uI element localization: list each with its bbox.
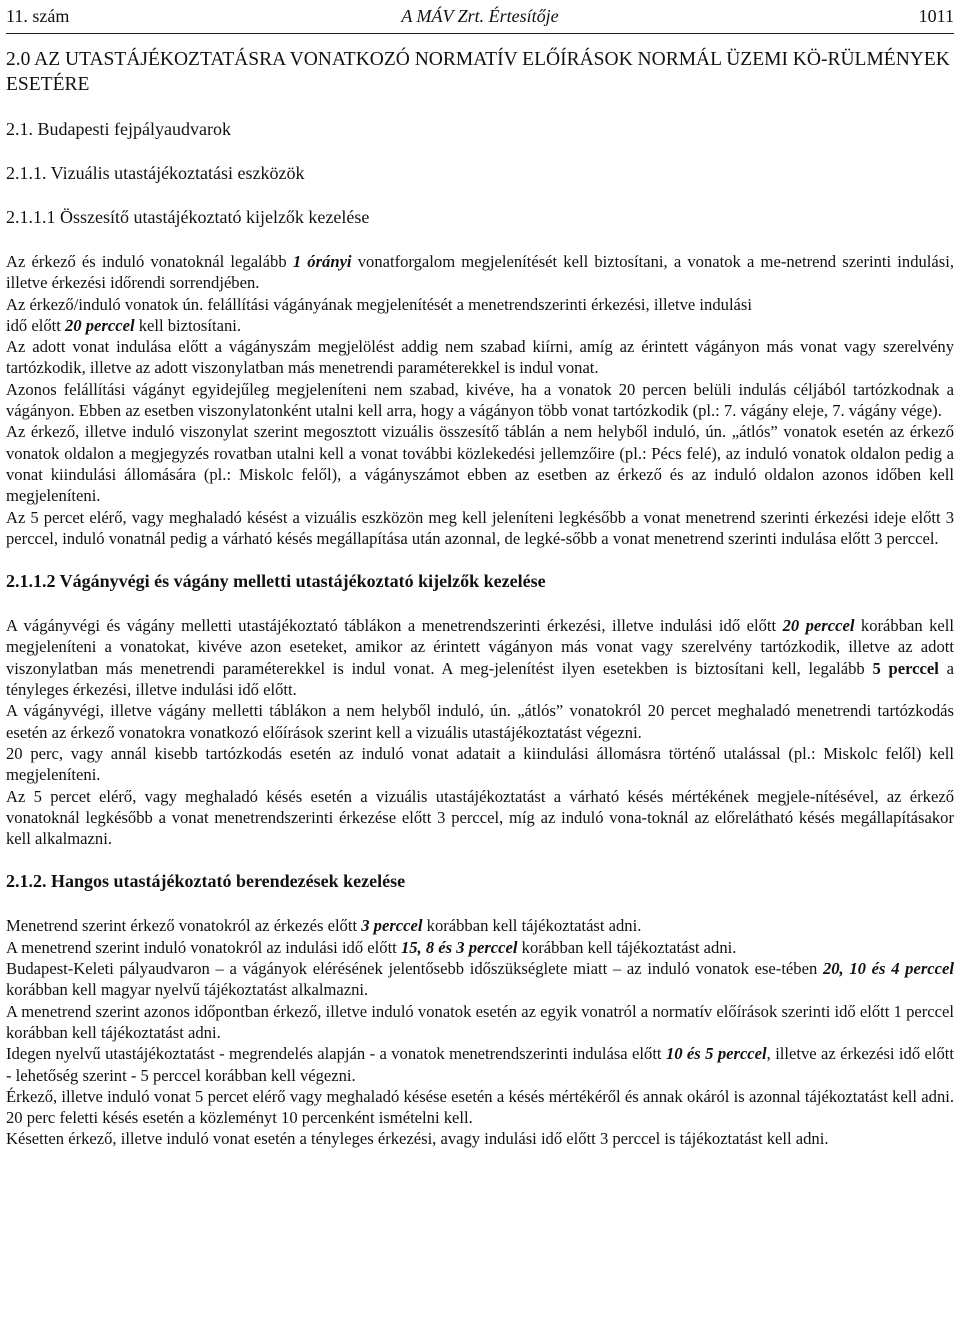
paragraph: Az érkező/induló vonatok ún. felállítási vágányának megjelenítését a menetrendszerinti érkezési, illetve indulási idő előtt 20 perccel kell biztosítani. xyxy=(6,294,752,335)
emphasis: 20, 10 és 4 perccel xyxy=(822,959,955,979)
document-page xyxy=(6,4,954,1150)
section-title: 2.0 AZ UTASTÁJÉKOZTATÁSRA VONATKOZÓ NORMATÍV ELŐÍRÁSOK NORMÁL ÜZEMI KÖ-RÜLMÉNYEK ESETÉRE xyxy=(6,49,950,95)
emphasis: 15, 8 és 3 perccel xyxy=(400,937,518,957)
emphasis: 5 perccel xyxy=(872,658,939,678)
paragraph: Érkező, illetve induló vonat 5 percet elérő vagy meghaladó késése esetén a késés mértékéről és annak okáról is azonnal tájékoztatást kell adni. 20 perc feletti késés esetén a közleményt 10 percenként ismételni kell. xyxy=(6,1086,954,1128)
emphasis: 20 perccel xyxy=(782,616,855,636)
issue-number: 11. szám xyxy=(6,6,70,26)
paragraph: Budapest-Keleti pályaudvaron – a vágányok elérésének jelentősebb időszükséglete miatt – az induló vonatok ese-tében 20, 10 és 4 perccel korábban kell magyar nyelvű tájékoztatást alkalmazni. xyxy=(6,959,955,1000)
heading-2-1-2: 2.1.2. Hangos utastájékoztató berendezések kezelése xyxy=(6,871,406,892)
paragraph: Az érkező és induló vonatoknál legalább 1 órányi vonatforgalom megjelenítését kell biztosítani, a vonatok a me-netrend szerinti indulási, illetve érkezési időrendi sorrendjében. xyxy=(6,252,955,293)
heading-2-1-1: 2.1.1. Vizuális utastájékoztatási eszközök xyxy=(6,163,305,183)
heading-2-1-1-2: 2.1.1.2 Vágányvégi és vágány melletti utastájékoztató kijelzők kezelése xyxy=(6,571,546,592)
heading-2-1: 2.1. Budapesti fejpályaudvarok xyxy=(6,119,231,139)
header-rule xyxy=(6,33,954,34)
paragraph: Az 5 percet elérő, vagy meghaladó késés esetén a vizuális utastájékoztatást a várható késés mértékének megjele-nítésével, az érkező vonatoknál legkésőbb a vonat menetrendszerinti érkezése előtt 3 perccel, míg az induló vona-toknál az előrelátható késés megállapításakor kell alkalmazni. xyxy=(6,786,954,849)
paragraph: Az 5 percet elérő, vagy meghaladó késést a vizuális eszközön meg kell jeleníteni legkésőbb a vonat menetrend szerinti érkezési ideje előtt 3 perccel, induló vonatnál pedig a várható késés megállapítása után azonnal, de legké-sőbb a vonat menetrend szerinti indulása előtt 3 perccel. xyxy=(6,507,954,548)
paragraph: 20 perc, vagy annál kisebb tartózkodás esetén az induló vonat adatait a kiindulási állomásra történő utalással (pl.: Miskolc felől) kell megjeleníteni. xyxy=(6,743,954,785)
paragraph: A menetrend szerint induló vonatokról az indulási idő előtt 15, 8 és 3 perccel korábban kell tájékoztatást adni. xyxy=(6,937,737,957)
heading-2-1-1-1: 2.1.1.1 Összesítő utastájékoztató kijelzők kezelése xyxy=(6,207,370,227)
paragraph: A menetrend szerint azonos időpontban érkező, illetve induló vonatok esetén az egyik vonatról a normatív előírások szerinti idő előtt 1 perccel korábban kell tájékoztatást adni. xyxy=(6,1001,954,1042)
paragraph: Az érkező, illetve induló viszonylat szerint megosztott vizuális összesítő táblán a nem helyből induló, ún. „átlós” vonatok esetén az érkező vonatok oldalon a megjegyzés rovatban utalni kell a vonat további közlekedési jellemzőire (pl.: Pécs felé), az induló vonatok oldalon pedig a vonat kiindulási állomására (pl.: Miskolc felől), a vágányszámot ebben az esetben az érkező és az induló oldalon azonos időben kell megjeleníteni. xyxy=(6,422,954,506)
paragraph: A vágányvégi, illetve vágány melletti táblákon a nem helyből induló, ún. „átlós” vonatokról 20 percet meghaladó menetrendi tartózkodás esetén az érkező vonatokra vonatkozó előírások szerint kell a vizuális utastájékoztatást végezni. xyxy=(6,701,954,742)
page-header xyxy=(6,4,954,28)
paragraph: Idegen nyelvű utastájékoztatást - megrendelés alapján - a vonatok menetrendszerinti indulása előtt 10 és 5 perccel, illetve az érkezési idő előtt - lehetőség szerint - 5 perccel korábban kell végezni. xyxy=(6,1044,954,1085)
publication-title: A MÁV Zrt. Értesítője xyxy=(401,6,559,26)
emphasis: 20 perccel xyxy=(65,315,135,335)
paragraph: Menetrend szerint érkező vonatokról az érkezés előtt 3 perccel korábban kell tájékoztatást adni. xyxy=(6,916,642,936)
paragraph: A vágányvégi és vágány melletti utastájékoztató táblákon a menetrendszerinti érkezési, illetve indulási idő előtt 20 perccel korábban kell megjeleníteni a vonatokat, kivéve azon eseteket, amikor az érintett vágányon más vonat vagy szerelvény tartózkodik, illetve az adott viszonylatban más menetrendi paraméterekkel is indul vonat. A meg-jelenítést ilyen esetekben is biztosítani kell, legalább 5 perccel a tényleges érkezési, illetve indulási idő előtt. xyxy=(6,616,955,700)
section-2-1-2-body xyxy=(6,915,954,1149)
page-number: 1011 xyxy=(918,6,954,26)
section-2-1-1-2-body xyxy=(6,615,954,849)
paragraph: Azonos felállítási vágányt egyidejűleg megjeleníteni nem szabad, kivéve, ha a vonatok 20 percen belüli indulás céljából tartózkodnak a vágányon. Ebben az esetben viszonylatonként utalni kell arra, hogy a vágányon több vonat tartózkodik (pl.: 7. vágány eleje, 7. vágány vége). xyxy=(6,379,954,421)
section-2-1-1-1-body xyxy=(6,251,954,549)
emphasis: 10 és 5 perccel xyxy=(665,1044,767,1064)
paragraph: Az adott vonat indulása előtt a vágányszám megjelölést addig nem szabad kiírni, amíg az érintett vágányon más vonat vagy szerelvény tartózkodik, illetve az adott viszonylatban más menetrendi paraméterekkel is indul vonat. xyxy=(6,337,954,378)
emphasis: 1 órányi xyxy=(292,252,352,271)
paragraph: Késetten érkező, illetve induló vonat esetén a tényleges érkezési, avagy indulási idő előtt 3 perccel is tájékoztatást kell adni. xyxy=(6,1129,829,1149)
emphasis: 3 perccel xyxy=(361,916,423,936)
